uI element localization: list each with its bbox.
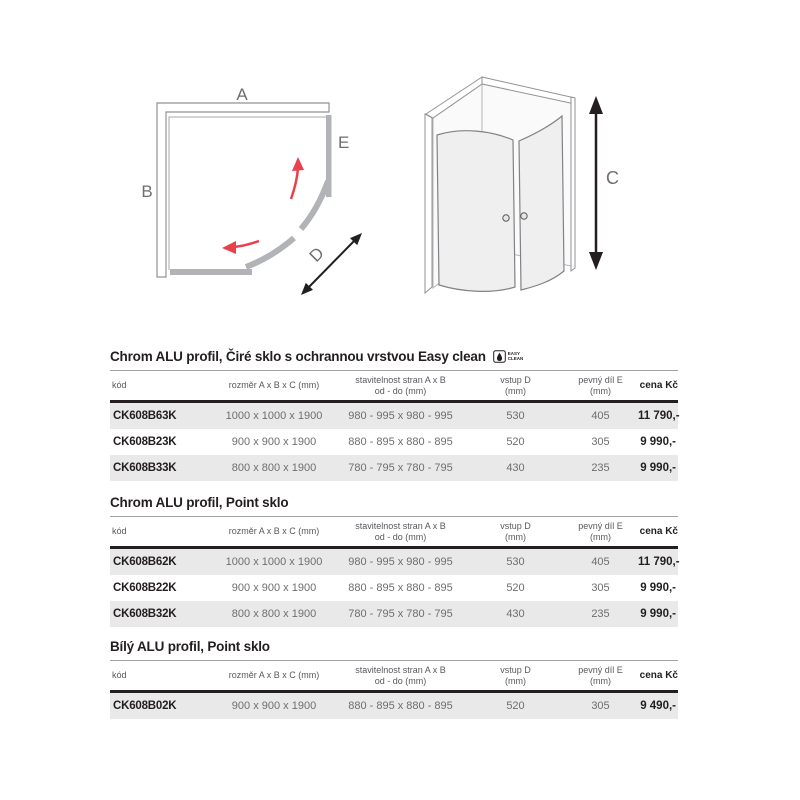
col-header-vstup: vstup D (mm) — [500, 665, 531, 686]
door-arc-upper — [301, 181, 328, 229]
table-row — [110, 575, 678, 601]
section-title: Chrom ALU profil, Čiré sklo s ochrannou vrstvou Easy clean — [110, 348, 486, 364]
cell-kod: CK608B33K — [113, 461, 177, 474]
cell-stavitelnost: 880 - 895 x 880 - 895 — [348, 699, 453, 712]
table-row — [110, 455, 678, 481]
cell-rozmer: 900 x 900 x 1900 — [231, 435, 317, 448]
dimension-label-e: E — [338, 133, 350, 152]
cell-rozmer: 900 x 900 x 1900 — [231, 699, 317, 712]
table-header — [110, 661, 678, 690]
cell-vstup: 520 — [506, 435, 525, 448]
easy-clean-label — [508, 351, 524, 361]
col-header-stavitelnost: stavitelnost stran A x B od - do (mm) — [355, 521, 446, 542]
table-row — [110, 429, 678, 455]
dimension-label-a: A — [236, 85, 248, 104]
cell-cena: 9 490,- — [640, 699, 676, 712]
cell-rozmer: 800 x 800 x 1900 — [231, 461, 317, 474]
cell-vstup: 520 — [506, 699, 525, 712]
col-header-stavitelnost: stavitelnost stran A x B od - do (mm) — [355, 375, 446, 396]
cell-stavitelnost: 780 - 795 x 780 - 795 — [348, 461, 453, 474]
cell-cena: 9 990,- — [640, 435, 676, 448]
easy-clean-label-line2: CLEAN — [507, 356, 524, 361]
dimension-label-d: D — [305, 243, 328, 266]
table-header — [110, 517, 678, 546]
table-header — [110, 371, 678, 400]
cell-rozmer: 800 x 800 x 1900 — [231, 607, 317, 620]
col-header-rozmer: rozměr A x B x C (mm) — [228, 526, 320, 537]
col-header-cena: cena Kč — [639, 379, 678, 391]
table-row — [110, 693, 678, 719]
col-header-kod: kód — [112, 380, 127, 391]
col-header-cena: cena Kč — [639, 525, 678, 537]
door-handle-right — [521, 213, 527, 219]
col-header-vstup: vstup D (mm) — [500, 375, 531, 396]
dimension-arrow-c — [589, 96, 603, 270]
section-chrom-point-sklo — [110, 493, 678, 627]
left-wall-profile — [425, 114, 432, 293]
col-header-pevny: pevný díl E (mm) — [578, 521, 623, 542]
wall-inner-line — [169, 117, 329, 270]
col-header-kod: kód — [112, 670, 127, 681]
wall-profiles-outline — [157, 103, 329, 277]
door-panel-right — [519, 116, 564, 290]
cell-pevny: 305 — [591, 435, 610, 448]
section-title: Chrom ALU profil, Point sklo — [110, 494, 289, 510]
section-chrom-cire-sklo — [110, 347, 678, 481]
table-row — [110, 601, 678, 627]
dimension-label-c: C — [606, 168, 619, 188]
cell-cena: 9 990,- — [640, 461, 676, 474]
cell-cena: 9 990,- — [640, 607, 676, 620]
fixed-glass-bottom — [170, 269, 252, 275]
cell-cena: 11 790,- — [638, 555, 680, 568]
col-header-kod: kód — [112, 526, 127, 537]
door-panel-left — [437, 131, 515, 292]
table-row — [110, 549, 678, 575]
table-row — [110, 403, 678, 429]
col-header-vstup: vstup D (mm) — [500, 521, 531, 542]
cell-pevny: 405 — [591, 409, 610, 422]
cell-pevny: 405 — [591, 555, 610, 568]
cell-kod: CK608B23K — [113, 435, 177, 448]
slide-arrow-up — [291, 157, 304, 199]
col-header-rozmer: rozměr A x B x C (mm) — [228, 670, 320, 681]
easy-clean-droplet-icon — [493, 350, 506, 363]
cell-stavitelnost: 780 - 795 x 780 - 795 — [348, 607, 453, 620]
cell-rozmer: 1000 x 1000 x 1900 — [225, 555, 323, 568]
right-wall-profile — [571, 97, 575, 271]
cell-stavitelnost: 880 - 895 x 880 - 895 — [348, 435, 453, 448]
cell-vstup: 430 — [506, 607, 525, 620]
easy-clean-badge — [493, 350, 524, 363]
cell-stavitelnost: 980 - 995 x 980 - 995 — [348, 555, 453, 568]
cell-vstup: 530 — [506, 409, 525, 422]
door-handle-left — [503, 215, 509, 221]
easy-clean-label-line1: EASY — [507, 350, 521, 356]
cell-vstup: 520 — [506, 581, 525, 594]
cell-pevny: 305 — [591, 581, 610, 594]
cell-rozmer: 900 x 900 x 1900 — [231, 581, 317, 594]
perspective-diagram — [415, 65, 650, 305]
col-header-stavitelnost: stavitelnost stran A x B od - do (mm) — [355, 665, 446, 686]
cell-vstup: 430 — [506, 461, 525, 474]
cell-kod: CK608B62K — [113, 555, 177, 568]
cell-cena: 11 790,- — [638, 409, 680, 422]
cell-vstup: 530 — [506, 555, 525, 568]
cell-kod: CK608B63K — [113, 409, 177, 422]
plan-diagram — [135, 80, 375, 308]
cell-kod: CK608B32K — [113, 607, 177, 620]
cell-stavitelnost: 880 - 895 x 880 - 895 — [348, 581, 453, 594]
cell-pevny: 305 — [591, 699, 610, 712]
col-header-pevny: pevný díl E (mm) — [578, 375, 623, 396]
dimension-label-b: B — [141, 182, 153, 201]
cell-rozmer: 1000 x 1000 x 1900 — [225, 409, 323, 422]
col-header-pevny: pevný díl E (mm) — [578, 665, 623, 686]
cell-kod: CK608B02K — [113, 699, 177, 712]
col-header-rozmer: rozměr A x B x C (mm) — [228, 380, 320, 391]
dimension-arrow-d — [301, 233, 362, 295]
cell-cena: 9 990,- — [640, 581, 676, 594]
cell-kod: CK608B22K — [113, 581, 177, 594]
section-bily-point-sklo — [110, 637, 678, 719]
col-header-cena: cena Kč — [639, 669, 678, 681]
cell-pevny: 235 — [591, 607, 610, 620]
slide-arrow-left — [222, 241, 259, 254]
section-title: Bílý ALU profil, Point sklo — [110, 638, 270, 654]
cell-stavitelnost: 980 - 995 x 980 - 995 — [348, 409, 453, 422]
cell-pevny: 235 — [591, 461, 610, 474]
